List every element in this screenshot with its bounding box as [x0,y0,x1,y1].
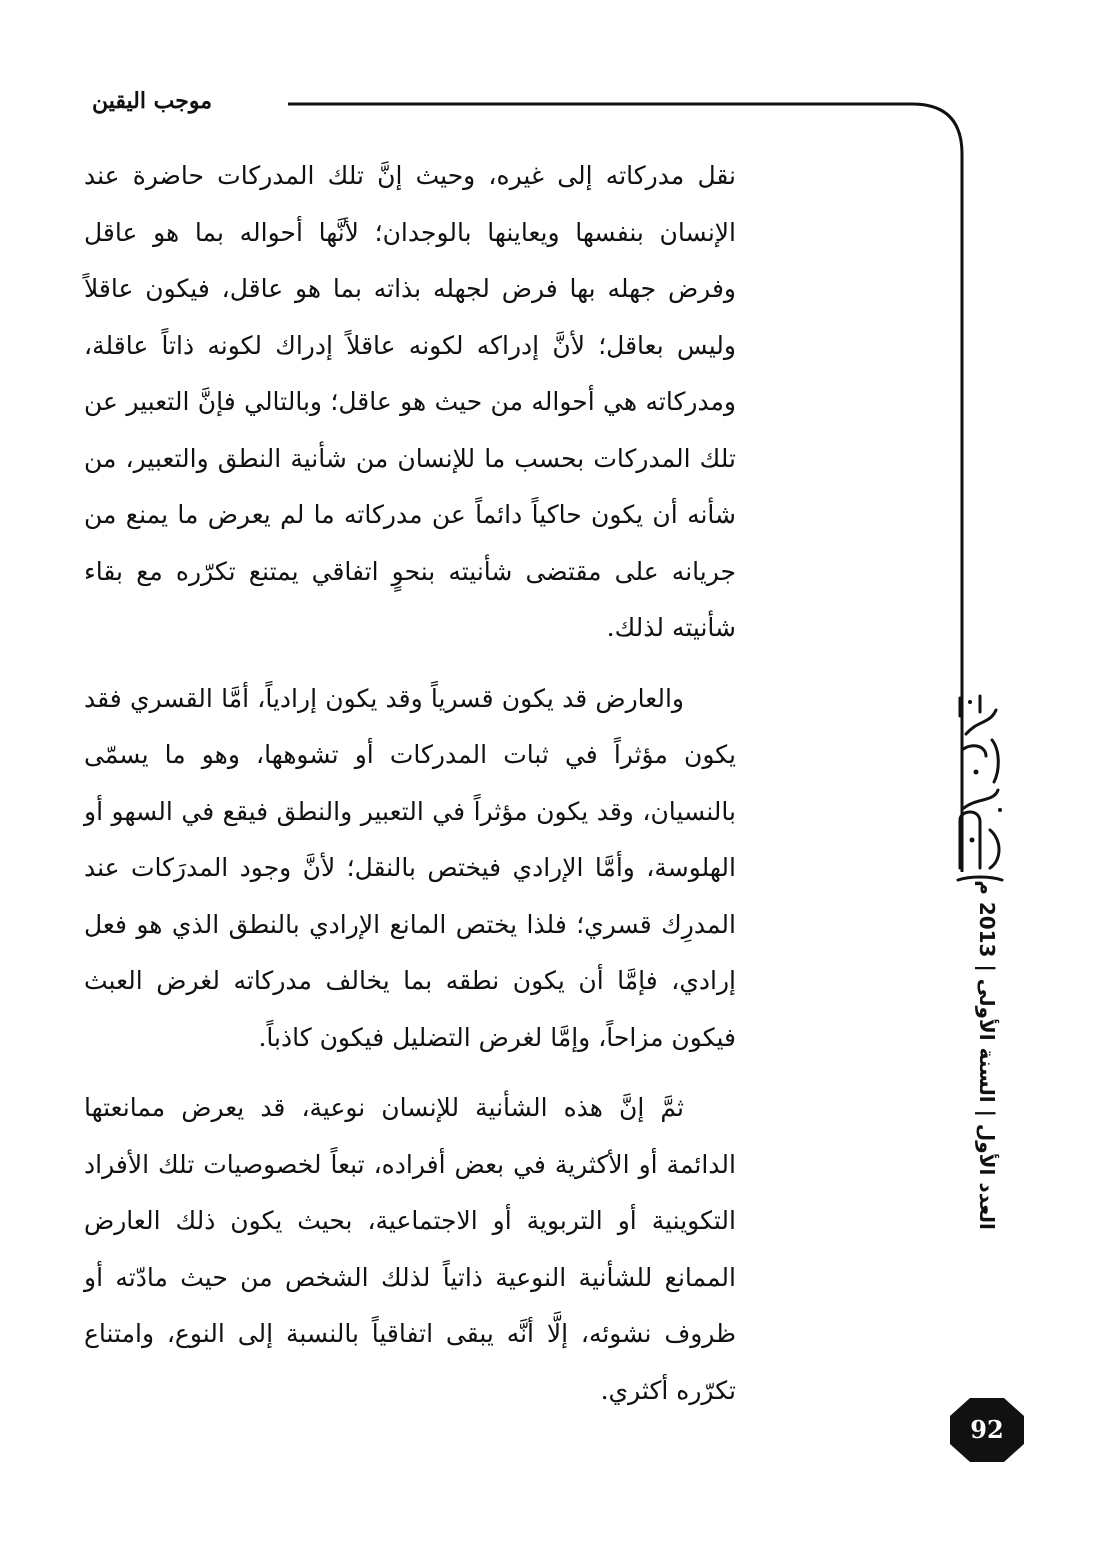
paragraph-1: نقل مدركاته إلى غيره، وحيث إنَّ تلك المدركات حاضرة عند الإنسان بنفسها ويعاينها بالوجدان؛ لأنَّها أحواله بما هو عاقل وفرض جهله بها فرض لجهله بذاته بما هو عاقل، فيكون عاقلاً وليس بعاقل؛ لأنَّ إدراكه لكونه عاقلاً إدراك لكونه ذاتاً عاقلة، ومدركاته هي أحواله من حيث هو عاقل؛ وبالتالي فإنَّ التعبير عن تلك المدركات بحسب ما للإنسان من شأنية النطق والتعبير، من شأنه أن يكون حاكياً دائماً عن مدركاته ما لم يعرض ما يمنع من جريانه على مقتضى شأنيته بنحوٍ اتفاقي يمتنع تكرّره مع بقاء شأنيته لذلك. [84,161,736,642]
page-number: 92 [970,1415,1004,1444]
issue-info-text: العدد الأول | السنة الأولى | 2013 م [975,880,999,1230]
paragraph-2: والعارض قد يكون قسرياً وقد يكون إرادياً، أمَّا القسري فقد يكون مؤثراً في ثبات المدركات أو تشوهها، وهو ما يسمّى بالنسيان، وقد يكون مؤثراً في التعبير والنطق فيقع في السهو أو الهلوسة، وأمَّا الإرادي فيختص بالنقل؛ لأنَّ وجود المدرَكات عند المدرِك قسري؛ فلذا يختص المانع الإرادي بالنطق الذي هو فعل إرادي، فإمَّا أن يكون نطقه بما يخالف مدركاته لغرض العبث فيكون مزاحاً، وإمَّا لغرض التضليل فيكون كاذباً. [84,683,736,1052]
body-text [84,148,736,1419]
page-number-badge [950,1398,1024,1462]
issue-info [965,880,1009,1230]
running-title: موجب اليقين [92,88,212,114]
paragraph-3: ثمَّ إنَّ هذه الشأنية للإنسان نوعية، قد يعرض ممانعتها الدائمة أو الأكثرية في بعض أفراده، تبعاً لخصوصيات تلك الأفراد التكوينية أو التربوية أو الاجتماعية، بحيث يكون ذلك العارض الممانع للشأنية النوعية ذاتياً لذلك الشخص من حيث مادّته أو ظروف نشوئه، إلَّا أنَّه يبقى اتفاقياً بالنسبة إلى النوع، وامتناع تكرّره أكثري. [84,1093,736,1405]
journal-logo [950,690,1010,890]
